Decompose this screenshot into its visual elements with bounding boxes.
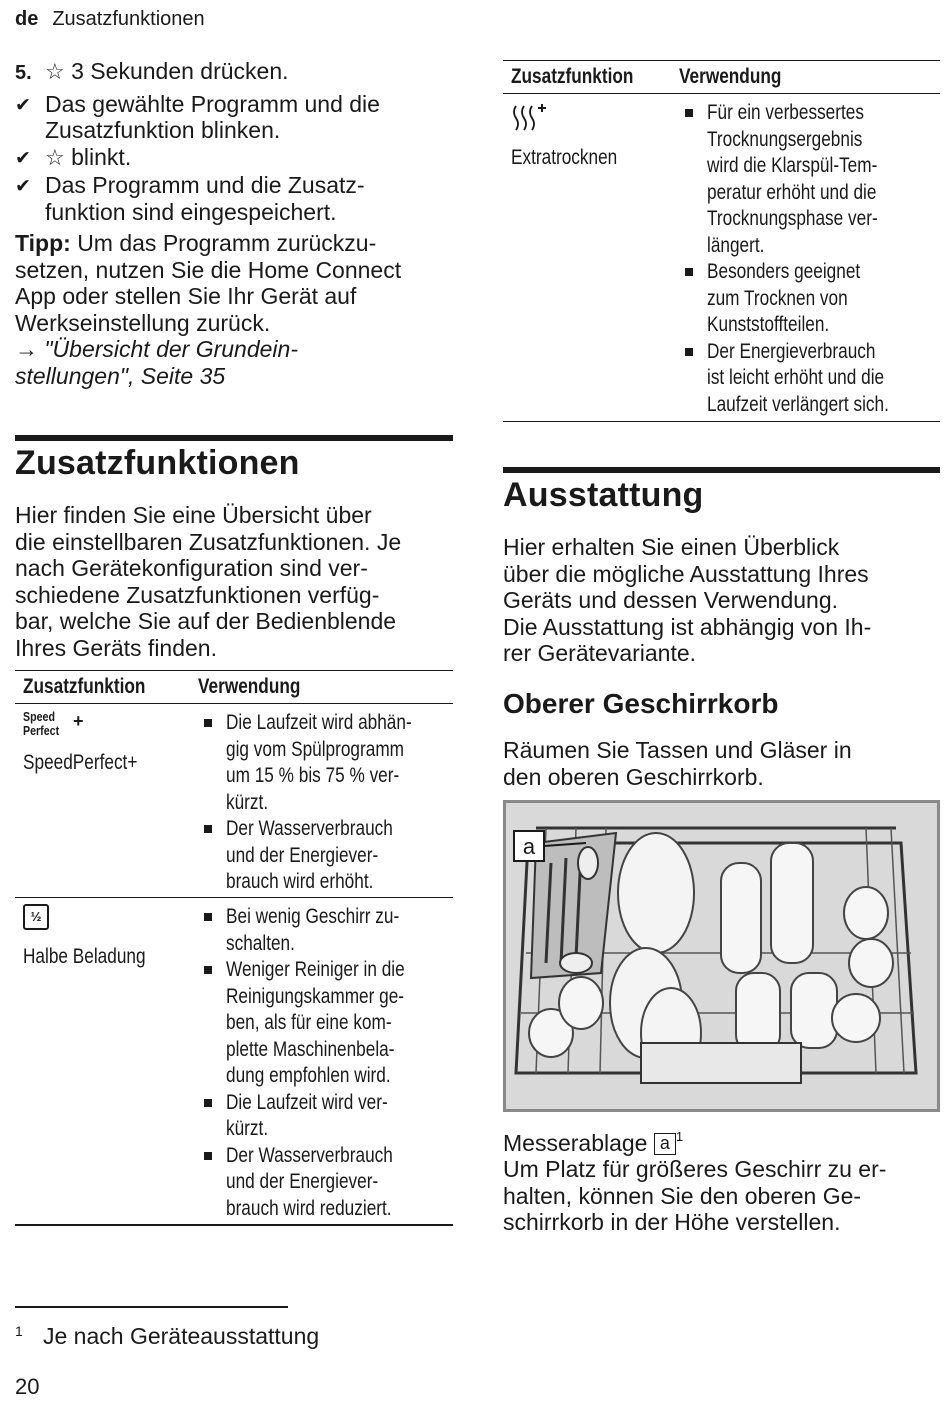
page-number: 20	[15, 1374, 40, 1399]
check-icon: ✔	[15, 147, 31, 169]
result-1: Das gewählte Programm und die Zusatzfunktion blinken.	[45, 90, 380, 143]
step-number: 5.	[15, 62, 32, 84]
table-header: Zusatzfunktion Verwendung	[503, 60, 940, 94]
star-icon: ☆	[45, 144, 65, 170]
list-item: Die Laufzeit wird ver- kürzt.	[198, 1090, 453, 1143]
star-icon: ☆	[45, 59, 65, 84]
list-item: Der Energieverbrauch ist leicht erhöht und die Laufzeit verlängert sich.	[679, 339, 940, 419]
step-action: 3 Sekunden drücken.	[71, 58, 289, 84]
function-name: Halbe Beladung	[23, 945, 146, 968]
list-item: Die Laufzeit wird abhän- gig vom Spülprogramm um 15 % bis 75 % ver- kürzt.	[198, 710, 453, 816]
footnote-text: Je nach Geräteausstattung	[43, 1323, 320, 1349]
figure-label: a	[522, 834, 536, 859]
half-load-icon: ½	[23, 904, 49, 930]
footnote-rule	[15, 1306, 288, 1308]
tip-label: Tipp:	[15, 230, 71, 256]
oberer-intro: Räumen Sie Tassen und Gläser in den oberen Geschirrkorb.	[503, 737, 852, 790]
list-item: Besonders geeignet zum Trocknen von Kunststoffteilen.	[679, 259, 940, 339]
subsection-title-oberer-geschirrkorb: Oberer Geschirrkorb	[503, 688, 779, 719]
table-row	[503, 94, 940, 422]
list-item: Bei wenig Geschirr zu- schalten.	[198, 904, 453, 957]
speedperfect-icon: Speed Perfect +	[23, 709, 84, 738]
figure-caption: Messerablage a $^1$	[503, 1129, 684, 1156]
dish-rack-drawing	[506, 803, 937, 1109]
result-3: Das Programm und die Zusatz- funktion sind eingespeichert.	[45, 172, 365, 225]
footnote-ref[interactable]: 1	[675, 1129, 684, 1144]
list-item: Weniger Reiniger in die Reinigungskammer ge- ben, als für eine kom- plette Maschinenbela- dung empfohlen wird.	[198, 957, 453, 1090]
step-block	[15, 58, 453, 225]
page-header	[15, 8, 205, 31]
header-section: Zusatzfunktionen	[52, 8, 205, 30]
list-item: Der Wasserverbrauch und der Energiever- brauch wird reduziert.	[198, 1143, 453, 1223]
table-row	[15, 898, 453, 1226]
extra-dry-icon	[511, 100, 551, 134]
upper-rack-illustration	[503, 800, 940, 1112]
language-code: de	[15, 8, 39, 30]
extra-dry-table	[503, 60, 940, 422]
cross-reference[interactable]: → "Übersicht der Grundein-	[15, 336, 298, 362]
table-row	[15, 704, 453, 898]
function-name: Extratrocknen	[511, 146, 618, 169]
table-header: Zusatzfunktion Verwendung	[15, 670, 453, 704]
arrow-right-icon: →	[15, 336, 38, 362]
list-item: Für ein verbessertes Trocknungsergebnis wird die Klarspül-Tem- peratur erhöht und die Trocknungsphase ver- längert.	[679, 100, 940, 259]
list-item: Der Wasserverbrauch und der Energiever- brauch wird erhöht.	[198, 816, 453, 896]
ausstattung-intro: Hier erhalten Sie einen Überblick über die mögliche Ausstattung Ihres Geräts und dessen Verwendung. Die Ausstattung ist abhängig von Ih- rer Gerätevariante.	[503, 534, 872, 666]
footnote	[15, 1323, 319, 1350]
function-name: SpeedPerfect+	[23, 751, 138, 774]
tip-block: Tipp: Um das Programm zurückzu- setzen, nutzen Sie die Home Connect App oder stellen Sie Ihr Gerät auf Werkseinstellung zurück. → "Übersicht der Grundein- stellungen", Seite 35	[15, 230, 453, 389]
result-2: ☆ blinkt.	[45, 143, 132, 170]
zusatz-table	[15, 670, 453, 1226]
section-rule	[15, 435, 453, 441]
section-title-ausstattung: Ausstattung	[503, 476, 704, 514]
footnote-number: 1	[15, 1323, 23, 1339]
check-icon: ✔	[15, 94, 31, 116]
section-title-zusatzfunktionen: Zusatzfunktionen	[15, 444, 300, 482]
check-icon: ✔	[15, 176, 31, 197]
zusatz-intro: Hier finden Sie eine Übersicht über die einstellbaren Zusatzfunktionen. Je nach Gerätekonfiguration sind ver- schiedene Zusatzfunktionen verfüg- bar, welche Sie auf der Bedienblende Ihres Geräts finden.	[15, 502, 402, 661]
section-rule	[503, 467, 940, 473]
oberer-body: Um Platz für größeres Geschirr zu er- halten, können Sie den oberen Ge- schirrkorb in der Höhe verstellen.	[503, 1156, 887, 1235]
caption-label-box: a	[654, 1133, 676, 1155]
